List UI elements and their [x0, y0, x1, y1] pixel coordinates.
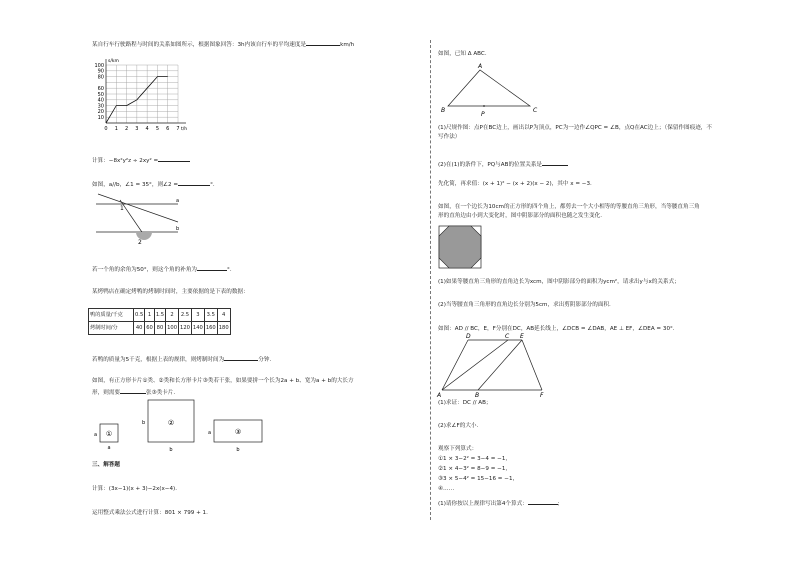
table-row: 鸭的质量/千克 0.5 1 1.5 2 2.5 3 3.5 4: [89, 309, 231, 322]
question-trapezoid-2: (2)求∠F的大小.: [438, 423, 479, 429]
y-tick-label: 50: [97, 91, 104, 98]
label-D: D: [466, 333, 471, 340]
x-tick-label: 6: [166, 126, 170, 132]
card-3-label: ③: [234, 428, 242, 436]
label-2: 2: [138, 239, 142, 246]
y-tick-label: 60: [97, 86, 104, 92]
label-B-trap: B: [475, 392, 480, 399]
x-tick-label: 3: [135, 126, 139, 132]
card-2-label: ②: [167, 419, 175, 427]
trapezoid-figure: [436, 334, 551, 398]
question-calc3: 运用整式乘法公式进行计算：801 × 799 + 1.: [92, 510, 208, 516]
question-duck: 某烤鸭店在确定烤鸭的烤制时间时，主要依据的是下表的数据：: [92, 289, 249, 295]
distance-time-chart: [90, 55, 205, 135]
question-simplify: 先化简，再求值：(x + 1)² − (x + 2)(x − 2)，其中 x = −3.: [438, 181, 592, 187]
x-tick-label: 4: [145, 126, 149, 132]
pattern-line-2: ②1 × 4−3² = 8−9 = −1，: [438, 466, 511, 472]
point-p: [483, 105, 485, 107]
question-square-2: (2)当等腰直角三角形的直角边长分别为5cm，求出剪阴影部分的面积.: [438, 302, 611, 308]
card-1-label: ①: [105, 430, 113, 438]
question-square-line2: 形的直角边由小到大变化时，图中阴影部分的面积也随之发生变化.: [438, 213, 602, 219]
table-row: 烤制时间/分 40 60 80 100 120 140 160 180: [89, 322, 231, 335]
label-F: F: [540, 392, 544, 399]
question-angle: 如图，a//b，∠1 = 35°，则∠2 = °.: [92, 182, 215, 188]
section-3-title: 三、解答题: [92, 462, 120, 468]
x-tick-label: 7: [176, 126, 180, 132]
question-square-1: (1)如果等腰直角三角形的直角边长为xcm，图中阴影部分的面积为ycm²，请求出y与x的关系式；: [438, 279, 680, 285]
question-triangle-2: (2)在(1)的条件下，PQ与AB的位置关系是: [438, 160, 568, 169]
pattern-title: 观察下列算式：: [438, 446, 478, 452]
card-3-side: a: [208, 430, 212, 436]
card-2-bottom: b: [169, 447, 173, 453]
x-tick-label: 0: [104, 126, 108, 132]
label-1: 1: [120, 205, 124, 212]
question-bike: 某自行车行驶路程与时间的关系如图所示，根据图象回答：3h内该自行车的平均速度是 km/h: [92, 42, 355, 48]
label-C: C: [533, 107, 538, 114]
question-duck2: 若鸭的质量为5千克，根据上表的规律，则烤制时间为 分钟.: [92, 357, 272, 363]
y-tick-label: 100: [94, 62, 104, 69]
duck-table: [88, 308, 231, 335]
x-tick-label: 1: [114, 126, 118, 132]
triangle-abc: [448, 70, 530, 106]
question-square-line1: 如图，在一个边长为10cm的正方形的四个角上，都剪去一个大小相等的等腰直角三角形，当等腰直角三角: [438, 204, 700, 210]
pattern-line-3: ③3 × 5−4² = 15−16 = −1，: [438, 476, 519, 482]
triangle-figure: [440, 62, 550, 120]
card-3-bottom: b: [236, 447, 240, 453]
question-cards-line2: 形，则需要 张③类卡片.: [92, 390, 176, 396]
question-triangle-1-line2: 写作法）: [438, 134, 461, 140]
pattern-line-1: ①1 × 3−2² = 3−4 = −1，: [438, 456, 511, 462]
y-tick-label: 40: [97, 97, 104, 104]
card-1-bottom: a: [107, 445, 111, 451]
label-A-trap: A: [437, 392, 442, 399]
label-P: P: [481, 111, 485, 118]
question-calc1: 计算：−8x²y²z ÷ 2xy² =: [92, 156, 190, 165]
column-divider: [430, 40, 431, 520]
question-triangle: 如图，已知 Δ ABC.: [438, 51, 487, 57]
y-tick-label: 80: [97, 74, 104, 81]
pattern-line-4: ④……: [438, 486, 455, 492]
question-supplement: 若一个角的余角为50°，则这个角的补角为 °.: [92, 267, 232, 273]
transversal: [98, 194, 178, 222]
question-triangle-1-line1: (1)尺规作图：点P在BC边上，画出以P为顶点，PC为一边作∠QPC = ∠B，点Q在AC边上；（保留作图痕迹，不: [438, 125, 712, 131]
question-trapezoid: 如图：AD // BC，E，F分别在DC，AB延长线上，∠DCB = ∠DAB，AE ⊥ EF，∠DEA = 30°.: [438, 326, 675, 332]
cards-figure: [92, 396, 272, 456]
label-b: b: [176, 226, 180, 232]
label-C-trap: C: [505, 333, 510, 340]
x-tick-label: 2: [124, 126, 129, 132]
parallel-lines-figure: [92, 190, 182, 248]
card-1-side: a: [94, 432, 98, 438]
question-calc2: 计算：(3x−1)(x + 3)−2x(x−4).: [92, 486, 177, 492]
card-2-side: b: [142, 420, 146, 426]
question-trapezoid-1: (1)求证：DC // AB；: [438, 400, 492, 406]
y-tick-label: 90: [97, 68, 104, 75]
y-tick-label: 20: [97, 109, 104, 116]
square-cut-figure: [438, 225, 482, 269]
label-B: B: [441, 107, 446, 114]
y-tick-label: 10: [97, 115, 104, 121]
y-axis-label: s/km: [108, 59, 119, 64]
label-A: A: [478, 63, 483, 70]
y-tick-label: 30: [97, 103, 104, 110]
x-axis-label: t/h: [181, 127, 188, 132]
pattern-question-1: (1)请你按以上规律写出第4个算式： ;: [438, 501, 560, 507]
question-cards-line1: 如图，有正方形卡片①类、②类和长方形卡片③类若干张，如果要拼一个长为2a + b、宽为a + b的大长方: [92, 378, 354, 384]
label-a: a: [176, 198, 180, 204]
label-E: E: [520, 333, 524, 340]
shaded-octagon: [439, 226, 481, 268]
x-tick-label: 5: [155, 126, 160, 132]
